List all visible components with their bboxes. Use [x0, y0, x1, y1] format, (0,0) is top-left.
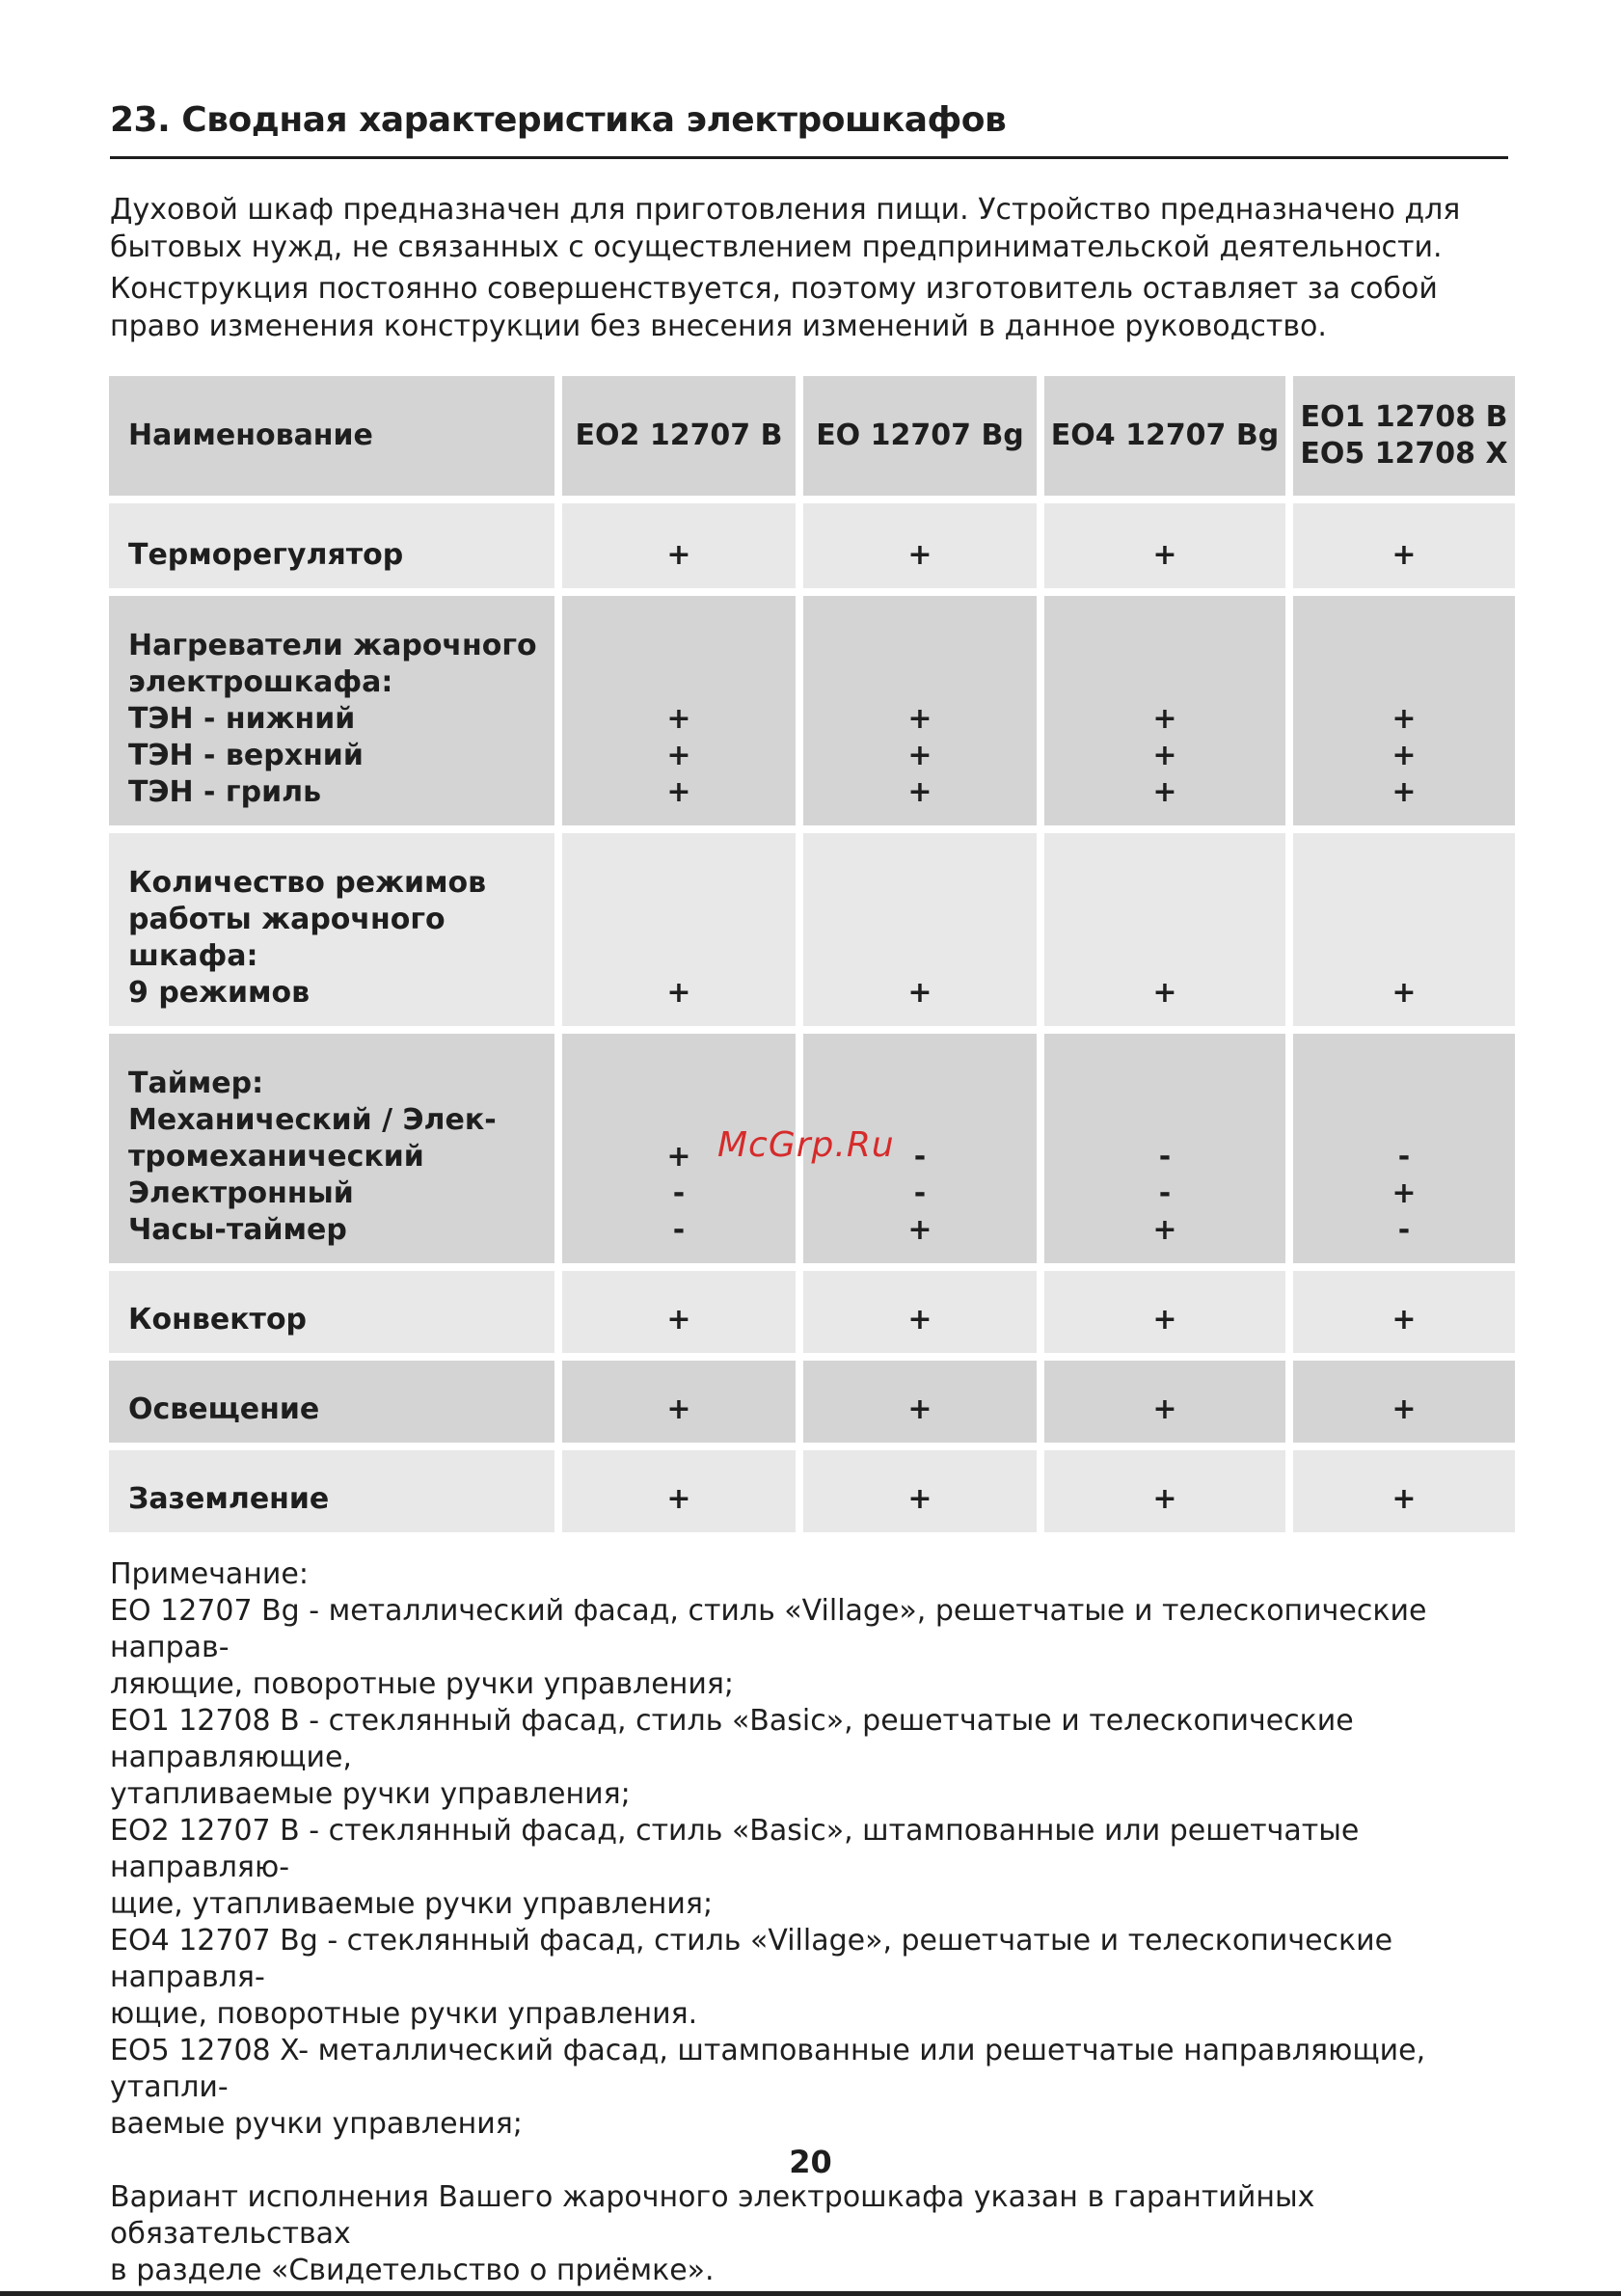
- row-label: Конвектор: [109, 1271, 554, 1353]
- row-value: - - +: [1044, 1034, 1285, 1263]
- row-value: + - -: [562, 1034, 796, 1263]
- row-value: +: [803, 1361, 1037, 1443]
- row-value: - - +: [803, 1034, 1037, 1263]
- header-name: Наименование: [109, 376, 554, 496]
- row-label: Терморегулятор: [109, 503, 554, 588]
- row-value: +: [562, 503, 796, 588]
- row-label: Таймер: Механический / Элек- тромеханический Электронный Часы-таймер: [109, 1034, 554, 1263]
- table-row: [109, 1271, 1515, 1353]
- row-value: +: [1044, 1361, 1285, 1443]
- row-label: Нагреватели жарочного электрошкафа: ТЭН - нижний ТЭН - верхний ТЭН - гриль: [109, 596, 554, 825]
- row-value: +: [803, 503, 1037, 588]
- row-value: +: [803, 1450, 1037, 1532]
- specification-table: [101, 368, 1523, 1540]
- row-value: +: [562, 1450, 796, 1532]
- row-value: +: [1293, 1450, 1515, 1532]
- page-number: 20: [789, 2144, 832, 2180]
- notes-line: EO 12707 Bg - металлический фасад, стиль «Village», решетчатые и телескопические направ-: [110, 1594, 1427, 1664]
- row-value: + + +: [562, 596, 796, 825]
- row-value: +: [1044, 503, 1285, 588]
- header-model: EO4 12707 Bg: [1044, 376, 1285, 496]
- notes-line: щие, утапливаемые ручки управления;: [110, 1887, 714, 1921]
- watermark-text: McGrp.Ru: [717, 1125, 895, 1165]
- intro-paragraph: Духовой шкаф предназначен для приготовления пищи. Устройство предназначено для бытовых нужд, не связанных с осуществлением предпринимательской деятельности.: [110, 193, 1461, 264]
- row-value: +: [1293, 833, 1515, 1026]
- table-row: [109, 833, 1515, 1026]
- row-label: Освещение: [109, 1361, 554, 1443]
- header-model: EO 12707 Bg: [803, 376, 1037, 496]
- notes-line: ющие, поворотные ручки управления.: [110, 1997, 698, 2031]
- intro-text: [110, 191, 1518, 349]
- row-value: +: [1044, 833, 1285, 1026]
- row-label: Количество режимов работы жарочного шкафа: 9 режимов: [109, 833, 554, 1026]
- row-value: +: [803, 833, 1037, 1026]
- row-value: +: [1044, 1450, 1285, 1532]
- notes-line: ляющие, поворотные ручки управления;: [110, 1667, 734, 1701]
- notes-line: ваемые ручки управления;: [110, 2107, 523, 2141]
- row-value: + + +: [803, 596, 1037, 825]
- table-row: [109, 1361, 1515, 1443]
- notes-line: утапливаемые ручки управления;: [110, 1777, 631, 1811]
- table-row: [109, 596, 1515, 825]
- row-value: +: [1293, 1361, 1515, 1443]
- row-value: - + -: [1293, 1034, 1515, 1263]
- notes-final-line: в разделе «Свидетельство о приёмке».: [110, 2254, 715, 2287]
- table-row: [109, 1450, 1515, 1532]
- row-label: Заземление: [109, 1450, 554, 1532]
- header-model-line: EO5 12708 X: [1300, 437, 1508, 471]
- row-value: +: [803, 1271, 1037, 1353]
- row-value: + + +: [1044, 596, 1285, 825]
- section-title: 23. Сводная характеристика электрошкафов: [110, 100, 1007, 140]
- notes-line: EO5 12708 X- металлический фасад, штампованные или решетчатые направляющие, утапли-: [110, 2034, 1426, 2104]
- notes-heading: Примечание:: [110, 1557, 309, 1591]
- row-value: +: [1293, 1271, 1515, 1353]
- notes-line: EO4 12707 Bg - стеклянный фасад, стиль «Village», решетчатые и телескопические направля-: [110, 1924, 1393, 1994]
- notes-final-line: Вариант исполнения Вашего жарочного электрошкафа указан в гарантийных обязательствах: [110, 2180, 1315, 2251]
- page-bottom-edge: [0, 2291, 1621, 2296]
- row-value: +: [1044, 1271, 1285, 1353]
- title-underline: [110, 156, 1508, 159]
- intro-paragraph: Конструкция постоянно совершенствуется, поэтому изготовитель оставляет за собой право изменения конструкции без внесения изменений в данное руководство.: [110, 272, 1438, 343]
- row-value: +: [1293, 503, 1515, 588]
- header-model: EO2 12707 B: [562, 376, 796, 496]
- notes-line: EO1 12708 B - стеклянный фасад, стиль «Basic», решетчатые и телескопические направляющие,: [110, 1704, 1354, 1774]
- notes-line: EO2 12707 B - стеклянный фасад, стиль «Basic», штампованные или решетчатые направляю-: [110, 1814, 1360, 1884]
- row-value: +: [562, 1271, 796, 1353]
- table-header-row: [109, 376, 1515, 496]
- row-value: +: [562, 833, 796, 1026]
- header-model: [1293, 376, 1515, 496]
- table-row: [109, 503, 1515, 588]
- header-model-line: EO1 12708 B: [1300, 400, 1508, 434]
- row-value: +: [562, 1361, 796, 1443]
- row-value: + + +: [1293, 596, 1515, 825]
